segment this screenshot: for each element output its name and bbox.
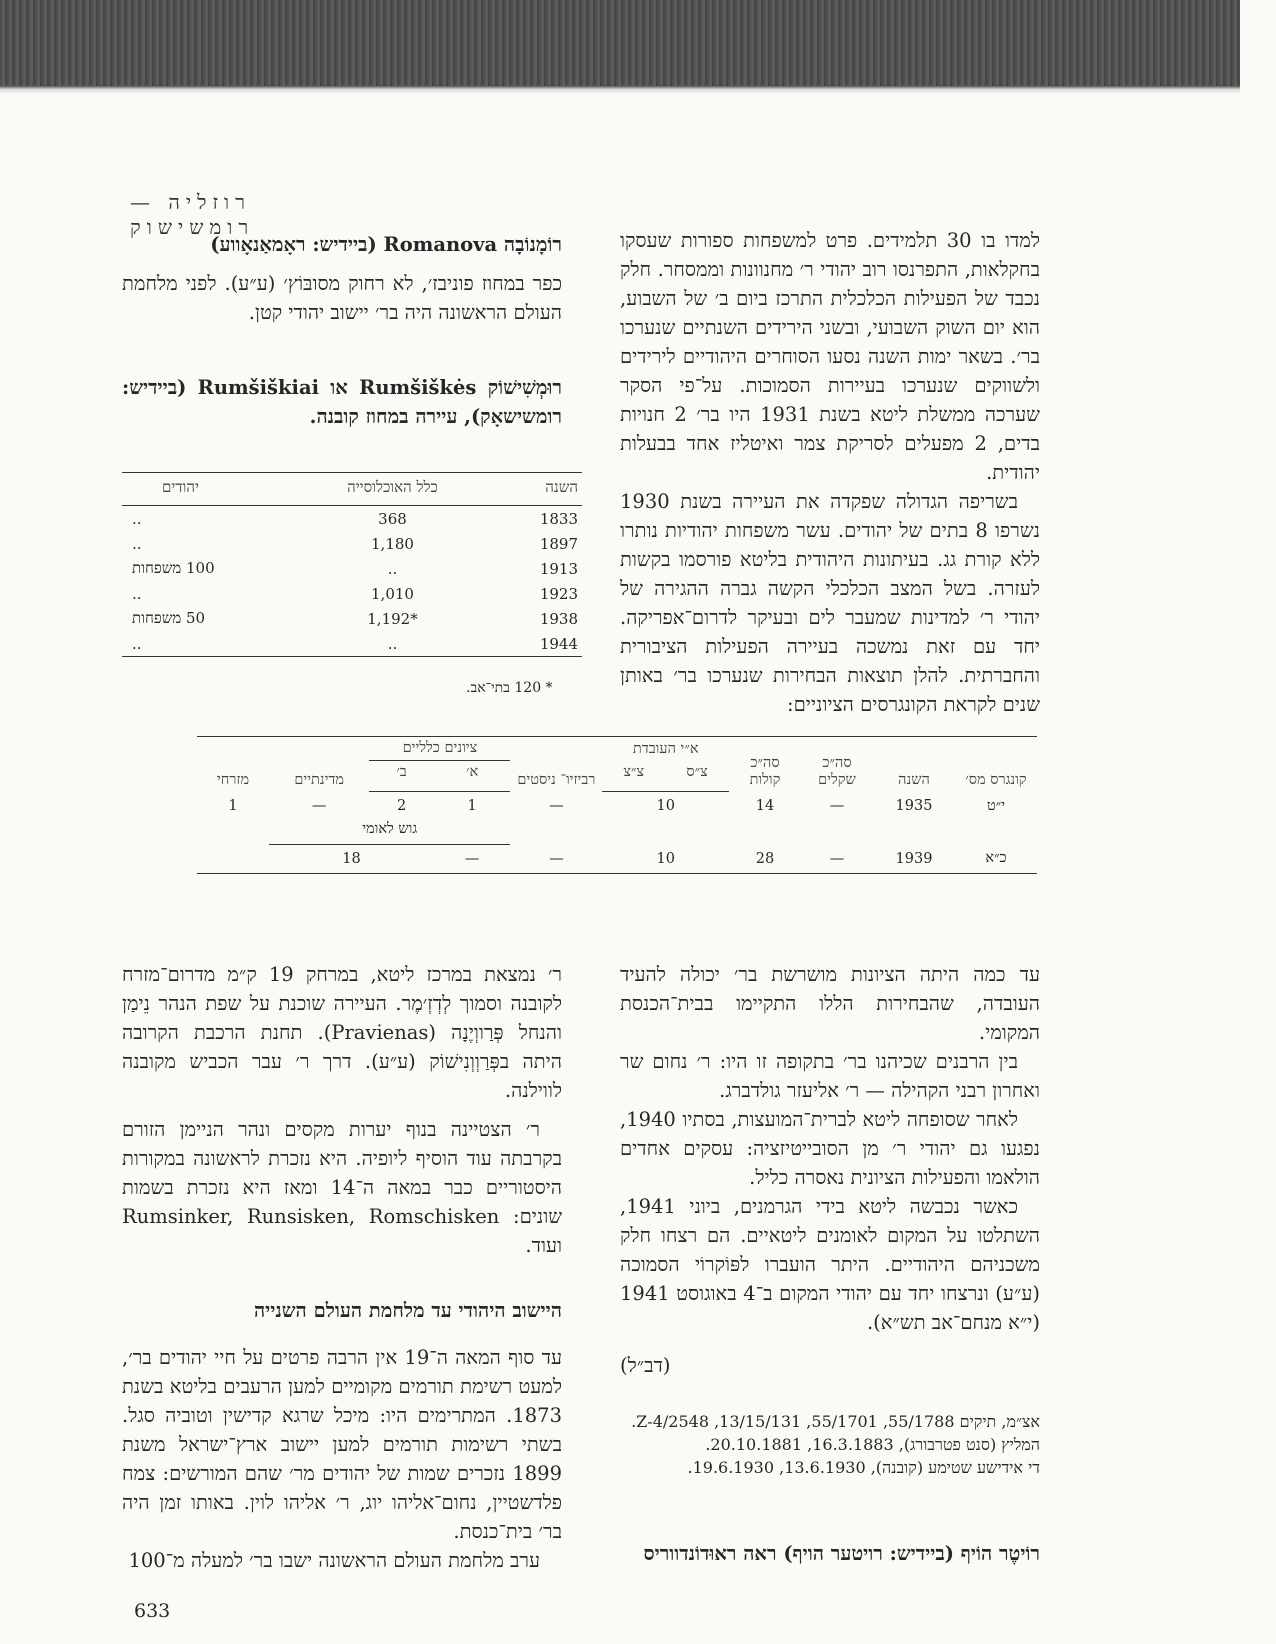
entry-heading-romanova: רוֹמָנוֹבָה Romanova (ביידיש: ראָמאַנאָווע) (210, 233, 562, 256)
cell-year: 1938 (539, 609, 578, 628)
column-header: צ״צ (602, 761, 665, 792)
cell: 1935 (895, 798, 933, 814)
cell: 1939 (895, 850, 933, 867)
left-column-top (122, 230, 562, 431)
column-header: סה״כ קולות (749, 754, 781, 788)
paragraph: כאשר נכבשה ליטא בידי הגרמנים, ביוני 1941, השתלטו על המקום לאומנים ליטאיים. הם רצחו חלק משכניהם היהודיים. היתר הועברו לפּוֹקרוֹי הסמוכה (ע״ע) ונרצחו יחד עם יהודי המקום ב־4 באוגוסט 1941 (י״א מנחם־אב תש״א). (620, 1195, 1040, 1334)
table-row (122, 581, 582, 606)
cell: כ״א (985, 850, 1007, 866)
section-title: היישוב היהודי עד מלחמת העולם השנייה (253, 1299, 562, 1322)
column-header: א״י העובדת (632, 740, 699, 757)
table-row (197, 844, 1037, 874)
author-signature: (דב״ל) (620, 1354, 671, 1377)
paragraph: למדו בו 30 תלמידים. פרט למשפחות ספורות שעסקו בחקלאות, התפרנסו רוב יהודי ר׳ מחנוונות וממסחר. חלק נכבד של הפעילות הכלכלית התרכז ביום ב׳ של השבוע, הוא יום השוק השבועי, ובשני הירידים השנתיים שנערכו בר׳. בשאר ימות השנה נסעו הסוחרים היהודיים לירידים ולשווקים שנערכו בעיירות הסמוכות. על־פי הסקר שערכה ממשלת ליטא בשנת 1931 היו בר׳ 2 חנויות בדים, 2 מפעלים לסריקת צמר ואיטליז אחד בבעלות יהודית. (620, 229, 1040, 484)
paragraph: ר׳ נמצאת במרכז ליטא, במרחק 19 ק״מ מדרום־מזרח לקובנה וסמוך לְדְזְ׳מֶר. העיירה שוכנת על שפת הנהר נֵימַן והנחל פְּרַווְיֶנָה (Pravienas). תחנת הרכבת הקרובה היתה בפְּרַוְוְנִישׁוֹק (ע״ע). דרך ר׳ עבר הכביש מקובנה לווילנה. (122, 963, 562, 1102)
paragraph: לאחר שסופחה ליטא לברית־המועצות, בסתיו 1940, נפגעו גם יהודי ר׳ מן הסובייטיזציה: עסקים אחדים הולאמו והפעילות הציונית נאסרה כליל. (620, 1108, 1040, 1189)
sources (620, 1410, 1040, 1479)
cell-jews: .. (132, 509, 142, 528)
entry-heading-reuterhof: רוֹיטֶר הוֹיף (ביידיש: רויטער הויף) ראה ראוּדוֹנדווריס (643, 1542, 1040, 1565)
cell: 1 (467, 798, 477, 815)
cell: י״ט (986, 797, 1006, 814)
table-row (122, 556, 582, 581)
cell-jews: .. (132, 534, 142, 553)
entry-heading-rumsiskes: רוּמְשִׁישׁוֹק Rumšiškės או Rumšiškiai (ביידיש: רומשישאָק), עיירה במחוז קובנה. (122, 376, 562, 428)
right-column-top (620, 226, 1040, 719)
population-table (122, 472, 582, 657)
cell: — (829, 850, 845, 867)
table-footnote: * 120 בתי־אב. (466, 680, 553, 696)
cell-total: 1,010 (371, 584, 414, 603)
cell-jews: .. (132, 584, 142, 603)
column-header: צ״ס (665, 761, 729, 792)
cell-total: 1,180 (371, 534, 414, 553)
running-head: רוזליה — רומשישוק (130, 190, 255, 239)
cell-jews: 100 משפחות (132, 559, 215, 577)
cell-year: 1944 (539, 634, 578, 653)
cell: — (549, 850, 564, 867)
cell: 10 (656, 798, 675, 815)
cell: 1 (228, 798, 238, 814)
cell: 2 (397, 798, 407, 815)
cell-total: .. (387, 634, 398, 653)
table-row (197, 821, 1037, 845)
column-header: רביזיו־ ניסטים (517, 771, 596, 788)
source-line: די אידישע שטימע (קובנה), 13.6.1930, 19.6.1930. (687, 1458, 1040, 1477)
left-column-bottom (122, 960, 562, 1575)
cell-year: 1923 (539, 584, 578, 603)
cell-bloc-label: גוש לאומי (269, 821, 510, 845)
table-row (122, 531, 582, 556)
column-header: קונגרס מס׳ (965, 771, 1027, 788)
cell-bloc-total: 18 (342, 850, 361, 867)
cell-total: *1,192 (367, 609, 418, 628)
cell-total: .. (387, 559, 398, 578)
paragraph: כפר במחוז פוניבז׳, לא רחוק מסובּוֹץ׳ (ע״ע). לפני מלחמת העולם הראשונה היה בר׳ יישוב יהודי קטן. (122, 272, 562, 324)
column-header: מזרחי (216, 771, 250, 788)
cell: — (311, 798, 327, 814)
scan-shadow-bar (0, 0, 1240, 88)
column-header: כלל האוכלוסייה (301, 473, 484, 506)
cell-total: 368 (378, 509, 407, 528)
elections-table (197, 736, 1037, 874)
right-column-bottom (620, 960, 1040, 1568)
column-header: סה״כ שקלים (818, 754, 856, 788)
page-number: 633 (134, 1600, 171, 1622)
column-header: א׳ (434, 761, 511, 792)
column-header: ציונים כלליים (369, 737, 510, 761)
cell: 28 (755, 850, 775, 867)
table-row (122, 506, 582, 532)
cell-year: 1913 (539, 559, 578, 578)
table-row (122, 606, 582, 631)
paragraph: בשריפה הגדולה שפקדה את העיירה בשנת 1930 נשרפו 8 בתים של יהודים. עשר משפחות יהודיות נותרו ללא קורת גג. בעיתונות היהודית בליטא פורסמו בקשות לעזרה. בשל המצב הכלכלי הקשה גברה ההגירה של יהודי ר׳ למדינות שמעבר לים ובעיקר לדרום־אפריקה. יחד עם זאת נמשכה בעיירה הפעילות הציבורית והחברתית. להלן תוצאות הבחירות שנערכו בר׳ באותן שנים לקראת הקונגרסים הציוניים: (620, 490, 1040, 716)
paragraph: בין הרבנים שכיהנו בר׳ בתקופה זו היו: ר׳ נחום שר ואחרון רבני הקהילה — ר׳ אליעזר גולדברג. (620, 1050, 1040, 1102)
cell-year: 1897 (539, 534, 578, 553)
column-header: השנה (898, 771, 930, 788)
paragraph: עד סוף המאה ה־19 אין הרבה פרטים על חיי יהודים בר׳, למעט רשימת תורמים מקומיים למען הרעבים בליטא בשנת 1873. המתרימים היו: מיכל שרגא קדישין וטוביה סגל. בשתי רשימות תורמים למען יישוב ארץ־ישראל משנת 1899 נזכרים שמות של יהודים מר׳ שהם המורשים: צמח פלדשטיין, נחום־אליהו יוג, ר׳ אליהו לוין. באותו זמן היה בר׳ בית־כנסת. (122, 1346, 562, 1543)
table-row (122, 631, 582, 657)
cell-jews: .. (132, 634, 142, 653)
paragraph: ר׳ הצטיינה בנוף יערות מקסים ונהר הניימן הזורם בקרבתה עוד הוסיף ליופיה. היא נזכרת לראשונה במקורות היסטוריים כבר במאה ה־14 ומאז היא נזכרת בשמות שונים: Rumsinker, Runsisken, Romschisken ועוד. (122, 1118, 563, 1257)
paragraph: ערב מלחמת העולם הראשונה ישבו בר׳ למעלה מ־100 (128, 1549, 540, 1572)
table-row (197, 792, 1037, 821)
column-header: ב׳ (369, 761, 434, 792)
cell: — (464, 850, 480, 867)
source-line: המליץ (סנט פטרבורג), 16.3.1883, 20.10.1881. (705, 1435, 1040, 1454)
column-header: יהודים (122, 473, 301, 506)
cell: — (549, 798, 564, 814)
cell-year: 1833 (539, 509, 578, 528)
paragraph: עד כמה היתה הציונות מושרשת בר׳ יכולה להעיד העובדה, שהבחירות הללו התקיימו בבית־הכנסת המקומי. (620, 963, 1040, 1044)
source-line: אצ״מ, תיקים 55/1788, 55/1701, 13/15/131, Z-4/2548. (631, 1412, 1040, 1431)
cell: — (829, 798, 845, 814)
column-header: מדינתיים (294, 771, 344, 788)
scan-shadow-edge (0, 86, 1240, 94)
cell-jews: 50 משפחות (132, 609, 206, 627)
cell: 14 (755, 798, 775, 814)
cell: 10 (656, 850, 675, 867)
column-header: השנה (484, 473, 582, 506)
